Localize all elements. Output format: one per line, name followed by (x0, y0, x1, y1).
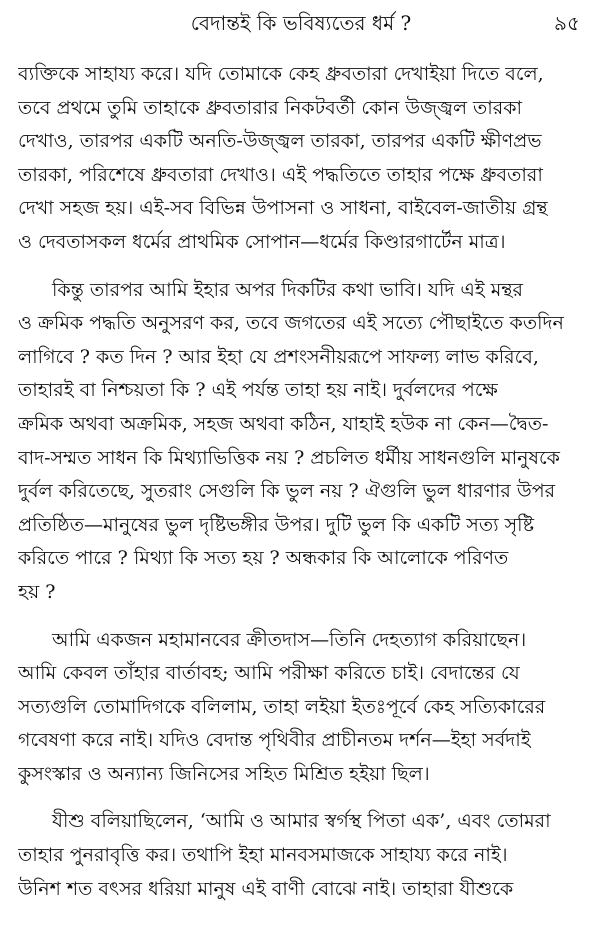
text-line: তাহারই বা নিশ্চয়তা কি ? এই পর্যন্ত তাহা হয় নাই। দুর্বলদের পক্ষে (18, 379, 498, 402)
text-line: লাগিবে ? কত দিন ? আর ইহা যে প্রশংসনীয়রূপে সাফল্য লাভ করিবে, (18, 345, 539, 368)
page-number: ৯৫ (554, 11, 580, 35)
paragraph-gap (18, 260, 584, 274)
text-line: আমি একজন মহামানবের ক্রীতদাস—তিনি দেহত্যাগ করিয়াছেন। (52, 628, 527, 651)
text-line: দেখাও, তারপর একটি অনতি-উজ্জ্বল তারকা, তারপর একটি ক্ষীণপ্রভ (18, 130, 542, 153)
paragraph (18, 805, 584, 906)
text-line: তারকা, পরিশেষে ধ্রুবতারা দেখাও। এই পদ্ধতিতে তাহার পক্ষে ধ্রুবতারা (18, 163, 543, 186)
text-line: কিন্তু তারপর আমি ইহার অপর দিকটির কথা ভাবি। যদি এই মন্থর (52, 278, 524, 301)
text-line: প্রতিষ্ঠিত—মানুষের ভুল দৃষ্টিভঙ্গীর উপর। দুটি ভুল কি একটি সত্য সৃষ্টি (18, 513, 535, 536)
text-line: করিতে পারে ? মিথ্যা কি সত্য হয় ? অন্ধকার কি আলোকে পরিণত (18, 547, 509, 570)
text-line: তবে প্রথমে তুমি তাহাকে ধ্রুবতারার নিকটবর্তী কোন উজ্জ্বল তারকা (18, 96, 523, 119)
text-line: দুর্বল করিতেছে, সুতরাং সেগুলি কি ভুল নয় ? ঐগুলি ভুল ধারণার উপর (18, 480, 556, 503)
text-line: উনিশ শত বৎসর ধরিয়া মানুষ এই বাণী বোঝে নাই। তাহারা যীশুকে (18, 877, 514, 900)
text-line: দেখা সহজ হয়। এই-সব বিভিন্ন উপাসনা ও সাধনা, বাইবেল-জাতীয় গ্রন্থ (18, 197, 548, 220)
body-text (18, 58, 584, 906)
text-line: হয় ? (18, 580, 56, 603)
text-line: গবেষণা করে নাই। যদিও বেদান্ত পৃথিবীর প্রাচীনতম দর্শন—ইহা সর্বদাই (18, 729, 531, 752)
chapter-title: বেদান্তই কি ভবিষ্যতের ধর্ম ? (190, 11, 412, 35)
text-line: ব্যক্তিকে সাহায্য করে। যদি তোমাকে কেহ ধ্রুবতারা দেখাইয়া দিতে বলে, (18, 63, 544, 85)
text-line: ও ক্রমিক পদ্ধতি অনুসরণ কর, তবে জগতের এই সত্যে পৌছাইতে কতদিন (18, 312, 564, 335)
text-line: ক্রমিক অথবা অক্রমিক, সহজ অথবা কঠিন, যাহাই হউক না কেন—দ্বৈত- (18, 412, 549, 435)
paragraph (18, 58, 584, 260)
text-line: যীশু বলিয়াছিলেন, ‘আমি ও আমার স্বর্গস্থ পিতা এক’, এবং তোমরা (52, 810, 551, 833)
paragraph-gap (18, 791, 584, 805)
text-line: সত্যগুলি তোমাদিগকে বলিলাম, তাহা লইয়া ইতঃপূর্বে কেহ সত্যিকারের (18, 695, 546, 718)
text-line: বাদ-সম্মত সাধন কি মিথ্যাভিত্তিক নয় ? প্রচলিত ধর্মীয় সাধনগুলি মানুষকে (18, 446, 560, 469)
text-line: তাহার পুনরাবৃত্তি কর। তথাপি ইহা মানবসমাজকে সাহায্য করে নাই। (18, 844, 508, 867)
paragraph (18, 274, 584, 610)
paragraph (18, 624, 584, 792)
paragraph-gap (18, 610, 584, 624)
running-header (20, 6, 582, 40)
text-line: আমি কেবল তাঁহার বার্তাবহ; আমি পরীক্ষা করিতে চাই। বেদান্তের যে (18, 662, 520, 685)
text-line: ও দেবতাসকল ধর্মের প্রাথমিক সোপান—ধর্মের কিণ্ডারগার্টেন মাত্র। (18, 230, 506, 253)
text-line: কুসংস্কার ও অন্যান্য জিনিসের সহিত মিশ্রিত হইয়া ছিল। (18, 762, 430, 785)
